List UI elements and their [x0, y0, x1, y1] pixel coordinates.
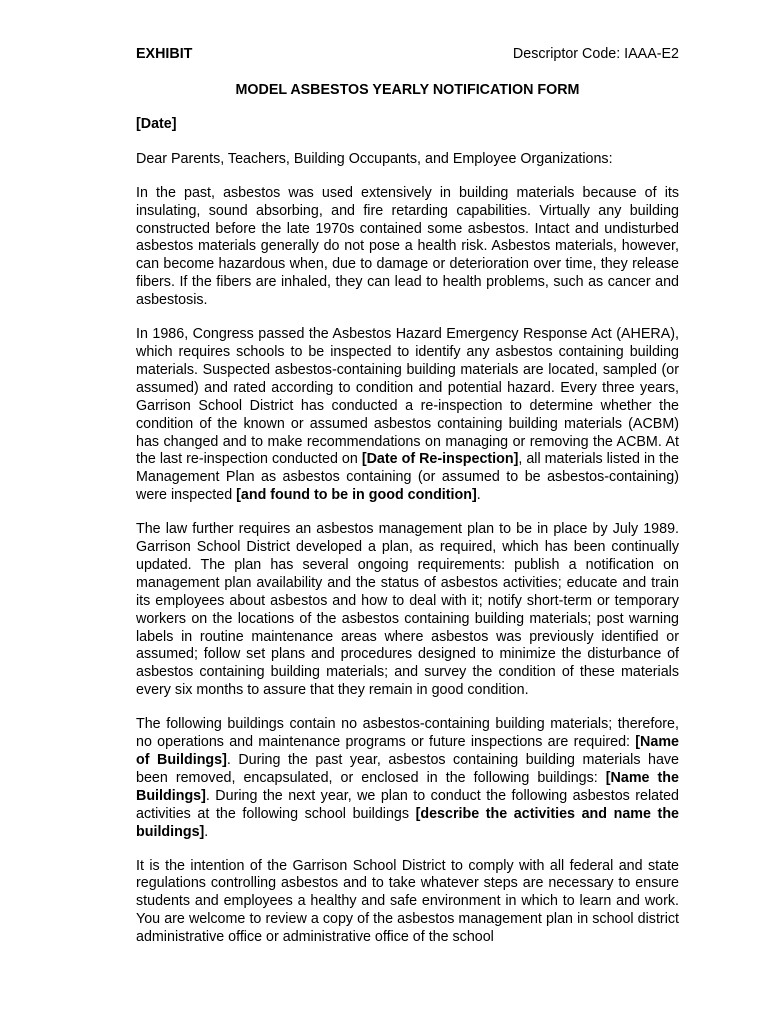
paragraph-buildings [136, 716, 679, 841]
paragraph-text: , all materials listed in the Management Plan as asbestos containing (or assumed to be asbestos-containing) were inspected [136, 451, 680, 504]
paragraph-management-plan [136, 521, 679, 700]
activities-placeholder: [describe the activities and name the buildings] [136, 805, 679, 840]
condition-placeholder: [and found to be in good condition] [236, 487, 477, 504]
salutation: Dear Parents, Teachers, Building Occupants, and Employee Organizations: [136, 150, 613, 167]
paragraph-text: . During the next year, we plan to conduct the following asbestos related activities at the following school buildings [136, 787, 679, 822]
document-header [136, 46, 679, 66]
form-title: MODEL ASBESTOS YEARLY NOTIFICATION FORM [235, 82, 580, 98]
paragraph-text: The following buildings contain no asbestos-containing building materials; therefore, no operations and maintenance programs or future inspections are required: [136, 716, 679, 751]
paragraph-text: In 1986, Congress passed the Asbestos Hazard Emergency Response Act (AHERA), which requires schools to be inspected to identify any asbestos containing building materials. Suspected asbestos-containing building materials are located, sampled (or assumed) and rated according to condition and potential hazard. Every three years, Garrison School District has conducted a re-inspection to determine whether the condition of the known or assumed asbestos containing building materials (ACBM) has changed and to make recommendations on managing or removing the ACBM. At the last re-inspection conducted on [136, 326, 679, 468]
descriptor-code: Descriptor Code: IAAA-E2 [512, 46, 679, 62]
exhibit-label: EXHIBIT [136, 46, 193, 62]
reinspection-date-placeholder: [Date of Re-inspection] [361, 451, 519, 468]
buildings-name-placeholder: [Name of Buildings] [136, 734, 679, 768]
paragraph-ahera [136, 326, 679, 505]
document-page [136, 46, 679, 947]
paragraph-compliance [136, 858, 679, 948]
buildings-name-placeholder: [Name the Buildings] [136, 769, 679, 804]
paragraph-text: . [204, 823, 209, 840]
date-placeholder: [Date] [136, 115, 177, 132]
paragraph-text: . [476, 487, 481, 504]
paragraph-text: The law further requires an asbestos management plan to be in place by July 1989. Garrison School District developed a plan, as required, which has been continually updated. The plan has several ongoing requirements: publish a notification on management plan availability and the status of asbestos activities; educate and train its employees about asbestos and how to deal with it; notify short-term or temporary workers on the locations of the asbestos containing building materials; post warning labels in routine maintenance areas where asbestos was previously identified or assumed; follow set plans and procedures designed to minimize the disturbance of asbestos containing building materials; and survey the condition of these materials every six months to assure that they remain in good condition. [136, 521, 679, 699]
paragraph-asbestos-history [136, 185, 679, 310]
paragraph-text: In the past, asbestos was used extensively in building materials because of its insulating, sound absorbing, and fire retarding capabilities. Virtually any building constructed before the late 1970s contained some asbestos. Intact and undisturbed asbestos materials generally do not pose a health risk. Asbestos materials, however, can become hazardous when, due to damage or deterioration over time, they release fibers. If the fibers are inhaled, they can lead to health problems, such as cancer and asbestosis. [136, 184, 679, 309]
paragraph-text: . During the past year, asbestos containing building materials have been removed, encapsulated, or enclosed in the following buildings: [136, 752, 679, 786]
paragraph-text: It is the intention of the Garrison School District to comply with all federal and state regulations controlling asbestos and to take whatever steps are necessary to ensure students and employees a healthy and safe environment in which to learn and work. You are welcome to review a copy of the asbestos management plan in school district administrative office or administrative office of the school [136, 857, 679, 946]
